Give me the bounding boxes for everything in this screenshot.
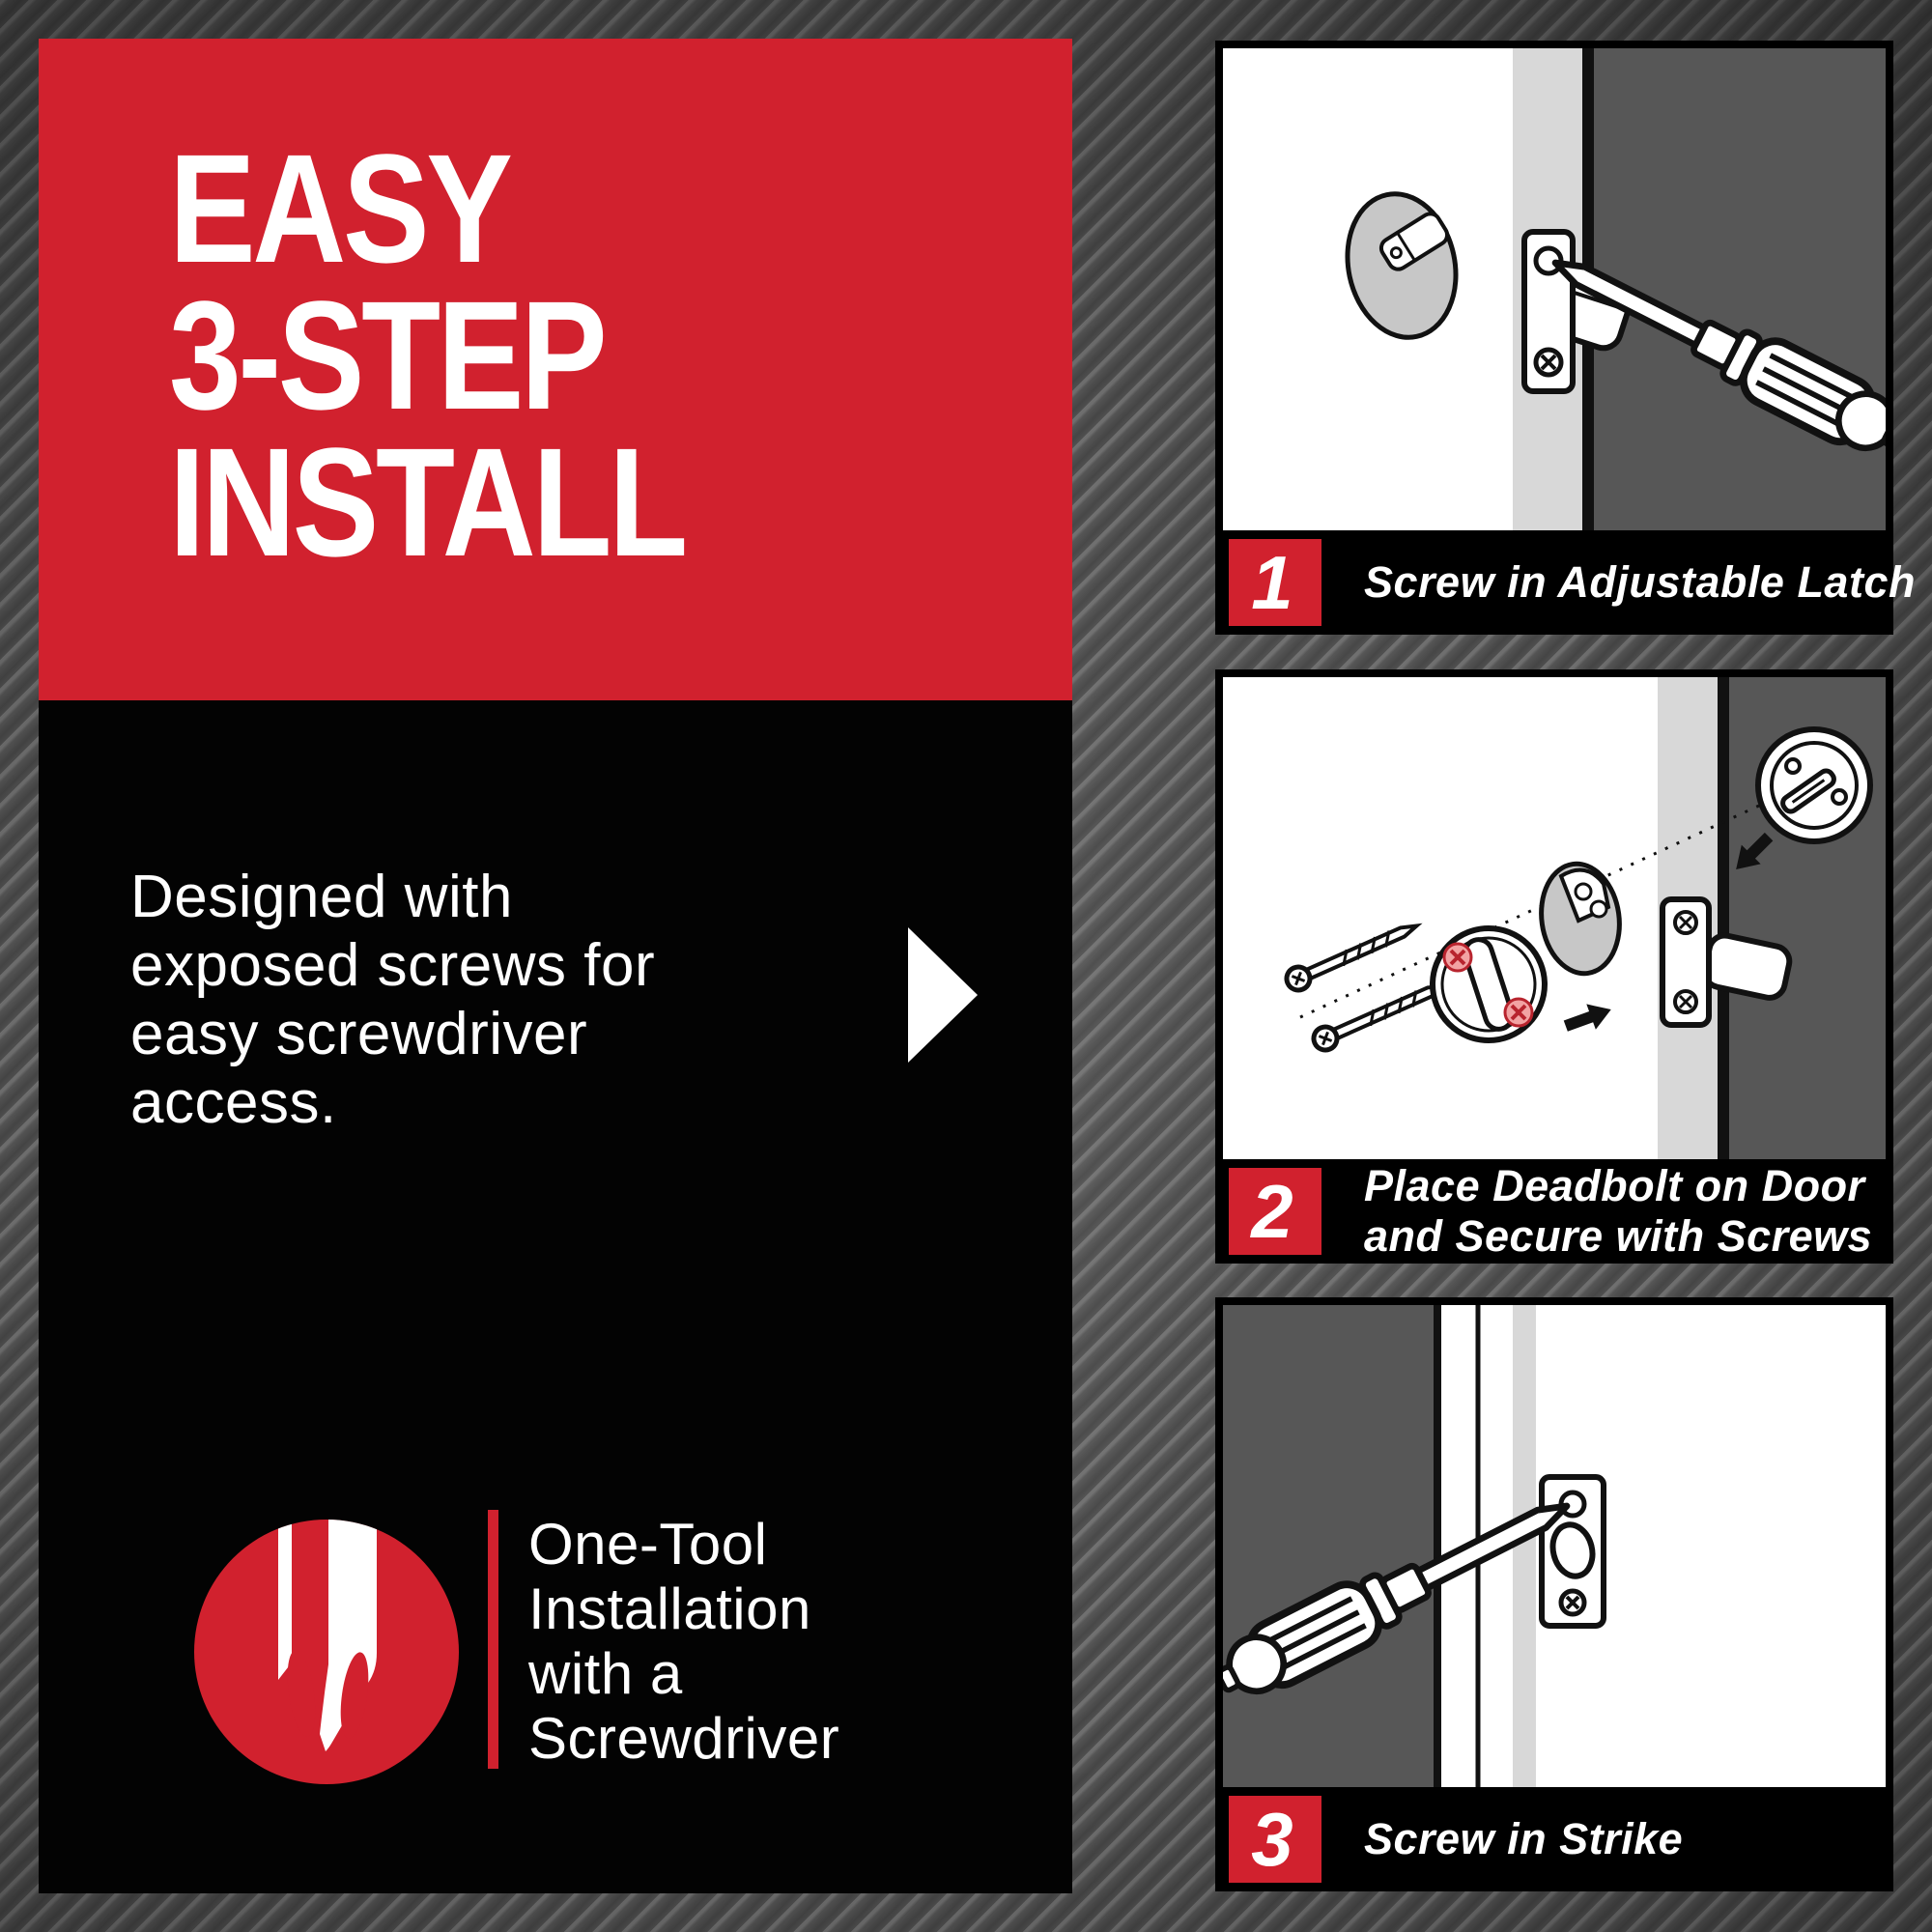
step-number: 2 bbox=[1251, 1168, 1293, 1254]
caption-line: Screw in Adjustable Latch bbox=[1364, 557, 1916, 607]
step-number: 3 bbox=[1251, 1796, 1293, 1882]
step-1-illustration bbox=[1223, 48, 1886, 530]
step-1-caption bbox=[1215, 530, 1916, 635]
step-2-caption-text bbox=[1364, 1161, 1872, 1262]
step-panel-3 bbox=[1215, 1297, 1893, 1891]
step-1-number-badge bbox=[1229, 539, 1321, 626]
feature-line: Screwdriver bbox=[528, 1706, 840, 1771]
headline-line: 3-STEP bbox=[169, 269, 605, 441]
forward-triangle-icon bbox=[908, 927, 978, 1063]
deadbolt-thumbturn bbox=[1433, 928, 1545, 1040]
step-3-number-badge bbox=[1229, 1796, 1321, 1883]
strike-install-diagram bbox=[1223, 1305, 1886, 1787]
door-exterior bbox=[1594, 48, 1886, 530]
description-line: easy screwdriver bbox=[130, 1001, 588, 1067]
headline-block bbox=[39, 39, 1072, 700]
step-3-caption bbox=[1215, 1787, 1893, 1891]
step-3-illustration bbox=[1223, 1305, 1886, 1787]
step-panel-2 bbox=[1215, 669, 1893, 1264]
description-line: Designed with bbox=[130, 864, 513, 930]
description-text bbox=[130, 863, 655, 1137]
door-open-gap bbox=[1223, 1305, 1434, 1787]
latch-faceplate bbox=[1524, 232, 1573, 391]
step-panel-1 bbox=[1215, 41, 1916, 635]
step-1-caption-text bbox=[1364, 557, 1916, 608]
feature-line: Installation bbox=[528, 1577, 811, 1641]
feature-line: with a bbox=[528, 1641, 683, 1706]
page-title bbox=[169, 122, 685, 588]
caption-line: Place Deadbolt on Door bbox=[1364, 1161, 1865, 1210]
latch-install-diagram bbox=[1223, 48, 1886, 530]
description-line: access. bbox=[130, 1069, 337, 1136]
feature-text bbox=[528, 1512, 839, 1771]
exterior-cylinder bbox=[1758, 729, 1870, 841]
phillips-bit-icon bbox=[194, 1520, 459, 1784]
feature-divider bbox=[488, 1510, 498, 1769]
headline-line: INSTALL bbox=[169, 415, 685, 588]
description-line: exposed screws for bbox=[130, 932, 656, 999]
headline-line: EASY bbox=[169, 122, 510, 295]
step-3-caption-text bbox=[1364, 1814, 1683, 1864]
step-2-illustration bbox=[1223, 677, 1886, 1159]
step-2-number-badge bbox=[1229, 1168, 1321, 1255]
feature-line: One-Tool bbox=[528, 1512, 768, 1577]
description-block bbox=[39, 700, 1072, 1893]
step-2-caption bbox=[1215, 1159, 1893, 1264]
caption-line: Screw in Strike bbox=[1364, 1814, 1684, 1863]
deadbolt-install-diagram bbox=[1223, 677, 1886, 1159]
step-number: 1 bbox=[1251, 539, 1293, 625]
caption-line: and Secure with Screws bbox=[1364, 1211, 1873, 1261]
strike-plate bbox=[1542, 1477, 1604, 1626]
